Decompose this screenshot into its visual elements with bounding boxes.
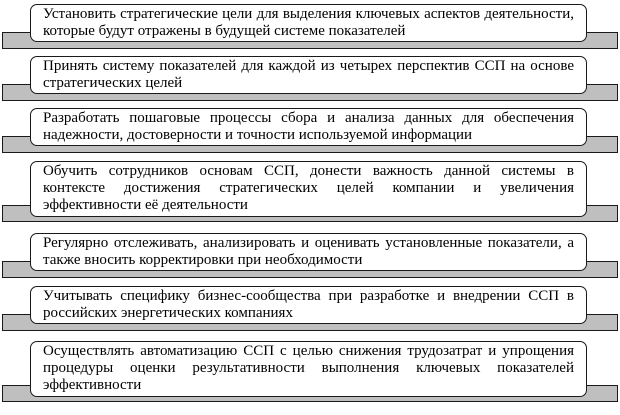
step-7-text-box <box>30 341 587 397</box>
step-7-text: Осуществлять автоматизацию ССП с целью снижения трудозатрат и упрощения процедуры оценки результативности выполнения ключевых показателей эффективности <box>43 343 574 393</box>
step-1-text-box <box>30 4 587 42</box>
step-2-text-box <box>30 56 587 94</box>
step-1-text: Установить стратегические цели для выделения ключевых аспектов деятельности, которые будут отражены в будущей системе показателей <box>43 6 574 39</box>
step-2-text: Принять систему показателей для каждой из четырех перспектив ССП на основе стратегических целей <box>43 58 574 91</box>
step-4-text: Обучить сотрудников основам ССП, донести важность данной системы в контексте достижения стратегических целей компании и увеличения эффективности её деятельности <box>43 163 574 213</box>
step-5-text-box <box>30 233 587 271</box>
step-5-text: Регулярно отслеживать, анализировать и оценивать установленные показатели, а также вносить корректировки при необходимости <box>43 235 574 268</box>
step-6-text: Учитывать специфику бизнес-сообщества при разработке и внедрении ССП в российских энергетических компаниях <box>43 288 574 321</box>
step-3-text-box <box>30 108 587 146</box>
step-4-text-box <box>30 161 587 217</box>
step-3-text: Разработать пошаговые процессы сбора и анализа данных для обеспечения надежности, достоверности и точности используемой информации <box>43 110 574 143</box>
step-6-text-box <box>30 286 587 324</box>
